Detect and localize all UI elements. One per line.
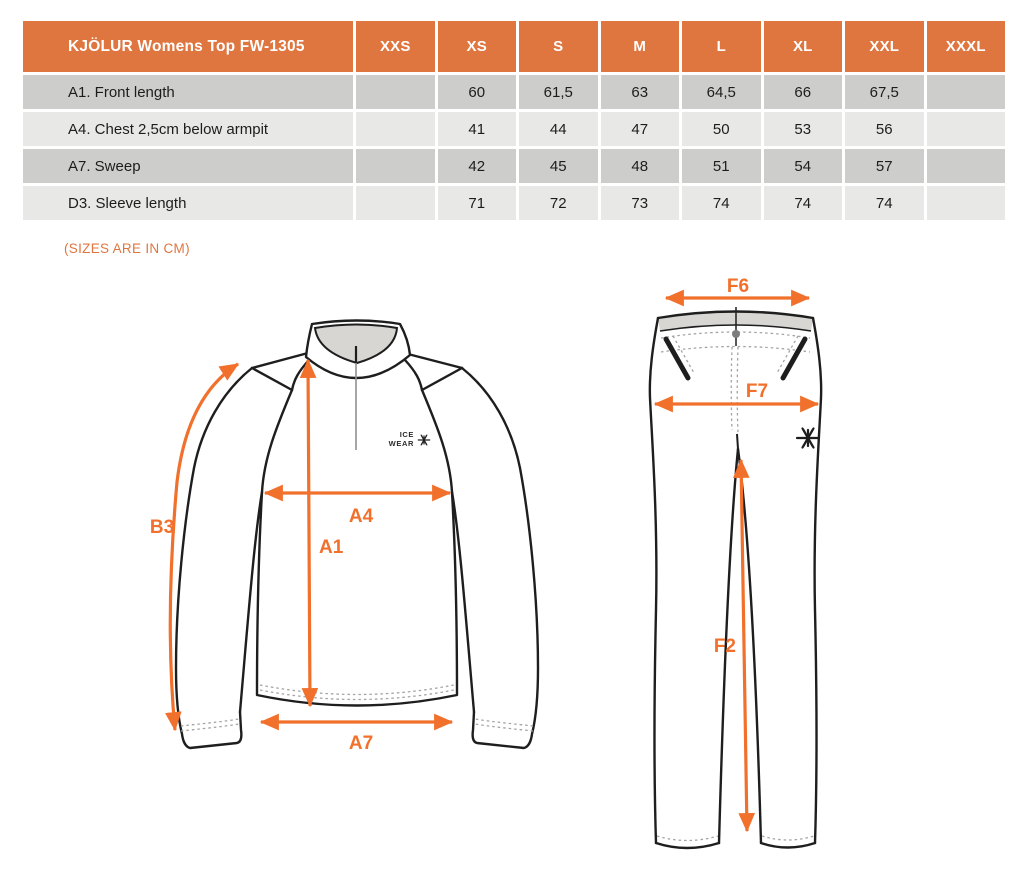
sizes-in-cm-note: (SIZES ARE IN CM) <box>64 241 190 256</box>
value-cell: 44 <box>519 112 598 146</box>
row-label-a7: A7. Sweep <box>23 149 353 183</box>
value-cell: 74 <box>764 186 843 220</box>
measurement-label-f6: F6 <box>726 276 750 297</box>
value-cell: 45 <box>519 149 598 183</box>
measurement-label-a4: A4 <box>348 506 374 527</box>
value-cell: 48 <box>601 149 680 183</box>
value-cell: 57 <box>845 149 924 183</box>
crotch-seam <box>737 434 738 449</box>
right-shoulder-seam <box>404 353 462 368</box>
left-cuff-stitch <box>181 724 239 731</box>
arrow-b3 <box>170 364 238 730</box>
brand-logo-line2: WEAR <box>388 439 414 448</box>
value-cell: 67,5 <box>845 75 924 109</box>
pants-diagram <box>650 276 821 848</box>
pants-right-outer-seam <box>813 318 821 843</box>
top-diagram <box>150 321 538 755</box>
top-right-sleeve <box>462 368 538 748</box>
value-cell: 50 <box>682 112 761 146</box>
fly-stitch <box>731 347 732 430</box>
value-cell: 73 <box>601 186 680 220</box>
top-left-sleeve <box>176 368 252 748</box>
value-cell: 66 <box>764 75 843 109</box>
measurement-label-a1: A1 <box>319 537 344 558</box>
value-cell: 64,5 <box>682 75 761 109</box>
row-label-d3: D3. Sleeve length <box>23 186 353 220</box>
value-cell: 60 <box>438 75 517 109</box>
value-cell: 53 <box>764 112 843 146</box>
value-cell: 56 <box>845 112 924 146</box>
value-cell: 71 <box>438 186 517 220</box>
value-cell: 51 <box>682 149 761 183</box>
value-cell: 63 <box>601 75 680 109</box>
table-title: KJÖLUR Womens Top FW-1305 <box>23 21 353 72</box>
row-label-a1: A1. Front length <box>23 75 353 109</box>
value-cell: 74 <box>845 186 924 220</box>
value-cell: 47 <box>601 112 680 146</box>
measurement-label-a7: A7 <box>348 733 374 754</box>
left-shoulder-seam <box>252 353 308 368</box>
col-header-xxl: XXL <box>845 21 924 72</box>
pants-left-outer-seam <box>650 318 658 843</box>
col-header-l: L <box>682 21 761 72</box>
fly-stitch <box>737 347 738 434</box>
value-cell: 72 <box>519 186 598 220</box>
right-cuff-stitch <box>475 724 533 731</box>
left-pocket-trim <box>666 339 688 378</box>
left-hem-stitch <box>657 836 718 841</box>
waist-button <box>732 330 740 338</box>
snowflake-icon <box>418 435 429 445</box>
arrow-a1 <box>308 360 310 706</box>
brand-logo <box>389 430 430 448</box>
col-header-xxs: XXS <box>356 21 435 72</box>
col-header-xs: XS <box>438 21 517 72</box>
waistband-seam-stitch <box>661 347 810 353</box>
value-cell: 42 <box>438 149 517 183</box>
snowflake-icon <box>797 429 819 448</box>
right-pocket-trim <box>783 339 805 378</box>
value-cell: 41 <box>438 112 517 146</box>
right-hem <box>761 843 815 848</box>
measurement-label-f2: F2 <box>713 636 736 657</box>
value-cell: 61,5 <box>519 75 598 109</box>
right-hem-stitch <box>762 836 814 840</box>
left-hem <box>656 843 719 848</box>
hem-stitch <box>260 690 454 700</box>
left-yoke-seam <box>252 368 292 390</box>
hem-stitch <box>260 685 454 695</box>
col-header-m: M <box>601 21 680 72</box>
col-header-s: S <box>519 21 598 72</box>
row-label-a4: A4. Chest 2,5cm below armpit <box>23 112 353 146</box>
col-header-xl: XL <box>764 21 843 72</box>
value-cell: 74 <box>682 186 761 220</box>
measurement-label-b3: B3 <box>149 517 175 538</box>
measurement-label-f7: F7 <box>745 381 769 402</box>
top-body <box>257 360 457 706</box>
col-header-xxxl: XXXL <box>927 21 1006 72</box>
brand-logo-line1: ICE <box>399 430 414 439</box>
value-cell: 54 <box>764 149 843 183</box>
right-yoke-seam <box>422 368 462 390</box>
